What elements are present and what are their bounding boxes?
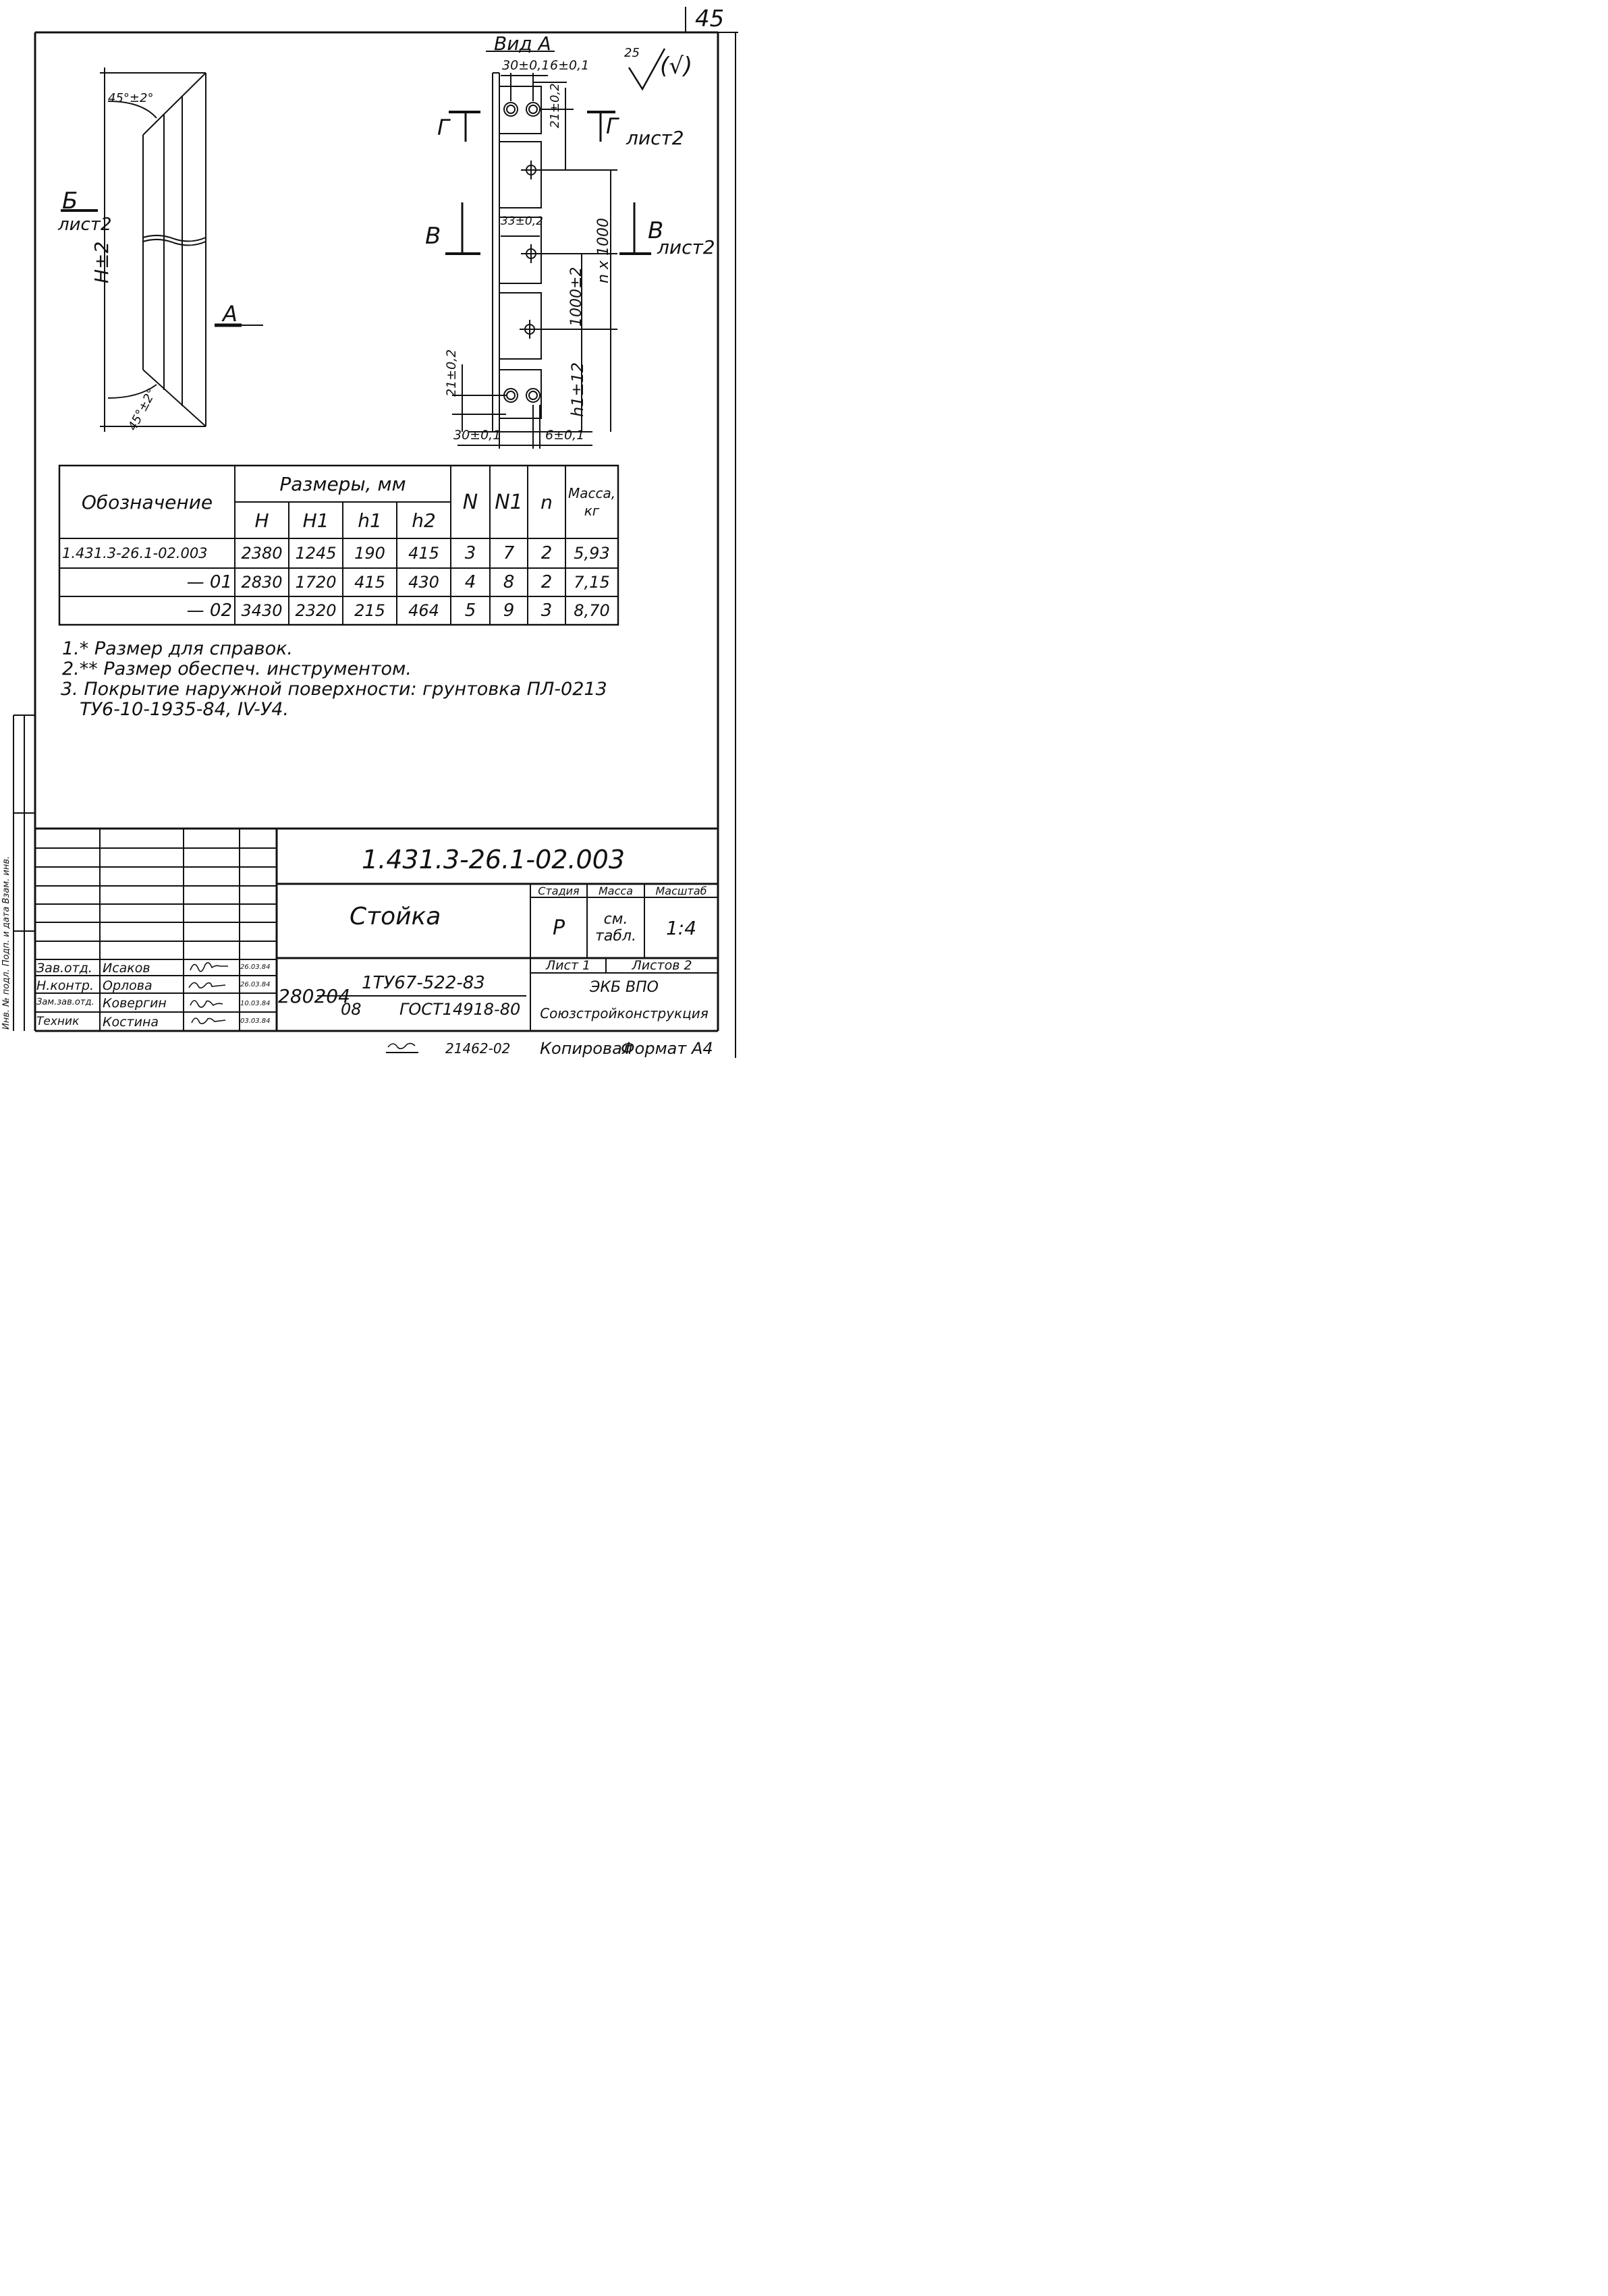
document-code: 1.431.3-26.1-02.003 xyxy=(362,845,626,874)
row2-H: 2830 xyxy=(241,573,283,592)
dim-top-6: 6±0,1 xyxy=(550,58,590,73)
material-code: 280204 xyxy=(278,985,350,1007)
left-margin-label: Инв. № подл. Подп. и дата Взам. инв. xyxy=(1,856,11,1030)
table-header-H1: H1 xyxy=(302,509,329,532)
row3-N: 5 xyxy=(464,600,476,621)
dim-1000: 1000±2 xyxy=(568,267,585,327)
row2-mass: 7,15 xyxy=(574,573,610,592)
table-header-mass: Масса, кг xyxy=(567,485,616,519)
row3-h2: 464 xyxy=(408,601,439,620)
row1-h2: 415 xyxy=(408,544,439,563)
sheet-label: Лист 1 xyxy=(545,958,591,973)
table-header-n: n xyxy=(540,491,553,513)
angle-bottom: 45°±2° xyxy=(126,386,160,433)
row1-mass: 5,93 xyxy=(574,544,610,563)
section-b-label: Б xyxy=(62,188,78,215)
staff-date-1: 26.03.84 xyxy=(240,963,271,971)
section-v-sheet: лист2 xyxy=(657,236,715,258)
note-1: 1.* Размер для справок. xyxy=(62,638,293,659)
section-g-right: Г xyxy=(606,113,618,139)
row2-h2: 430 xyxy=(408,573,439,592)
row2-n: 2 xyxy=(540,572,553,592)
table-header-N: N xyxy=(462,490,478,514)
staff-role-3: Зам.зав.отд. xyxy=(36,997,94,1007)
table-header-sizes: Размеры, мм xyxy=(279,472,406,495)
stage-value: Р xyxy=(552,916,565,940)
row3-h1: 215 xyxy=(354,601,385,620)
table-header-H: H xyxy=(254,509,269,532)
row2-h1: 415 xyxy=(354,573,385,592)
staff-name-4: Костина xyxy=(103,1015,159,1030)
note-2: 2.** Размер обеспеч. инструментом. xyxy=(62,659,412,679)
row1-N1: 7 xyxy=(503,543,515,563)
table-header-designation: Обозначение xyxy=(81,491,213,513)
row3-N1: 9 xyxy=(503,600,515,621)
section-v-right: В xyxy=(648,217,664,244)
org-line-1: ЭКБ ВПО xyxy=(589,978,659,996)
staff-role-4: Техник xyxy=(36,1015,80,1028)
table-header-h2: h2 xyxy=(412,509,436,532)
row3-H1: 2320 xyxy=(295,601,337,620)
scale-label: Масштаб xyxy=(655,884,707,897)
note-3: 3. Покрытие наружной поверхности: грунтовка ПЛ-0213 xyxy=(61,679,607,700)
staff-name-2: Орлова xyxy=(103,978,153,993)
org-line-2: Союзстройконструкция xyxy=(540,1005,709,1021)
dim-bottom-6: 6±0,1 xyxy=(545,428,585,443)
roughness-value: 25 xyxy=(624,46,640,60)
document-name: Стойка xyxy=(350,903,441,930)
dim-h1: h1±12 xyxy=(568,362,587,417)
dim-top-30: 30±0,1 xyxy=(502,58,550,73)
row2-H1: 1720 xyxy=(295,573,337,592)
sheet-number: 45 xyxy=(695,5,725,32)
section-g-left: Г xyxy=(437,115,449,140)
row2-N: 4 xyxy=(464,572,476,592)
mass-label: Масса xyxy=(598,884,633,897)
scale-value: 1:4 xyxy=(665,916,697,939)
roughness-paren: (√) xyxy=(660,53,693,80)
row1-designation: 1.431.3-26.1-02.003 xyxy=(62,545,208,561)
height-dim: H±2 xyxy=(90,241,113,283)
note-3-cont: ТУ6-10-1935-84, IV-У4. xyxy=(80,699,289,720)
view-a-title: Вид А xyxy=(494,32,551,55)
row2-designation: — 01 xyxy=(186,572,232,592)
footer-format: Формат А4 xyxy=(621,1039,713,1058)
section-b-sheet: лист2 xyxy=(58,215,112,235)
row2-N1: 8 xyxy=(503,572,515,592)
dim-bottom-30: 30±0,1 xyxy=(453,428,501,443)
dim-21-bottom: 21±0,2 xyxy=(444,349,459,397)
footer-copied: Копировал xyxy=(540,1039,633,1058)
staff-name-3: Ковергин xyxy=(103,996,167,1011)
row1-N: 3 xyxy=(464,543,476,563)
staff-role-1: Зав.отд. xyxy=(36,961,92,976)
row3-designation: — 02 xyxy=(186,600,232,621)
staff-date-3: 10.03.84 xyxy=(240,1000,271,1007)
row1-h1: 190 xyxy=(354,544,385,563)
row1-H: 2380 xyxy=(241,544,283,563)
staff-name-1: Исаков xyxy=(103,961,150,976)
staff-date-4: 03.03.84 xyxy=(240,1017,271,1025)
section-g-sheet: лист2 xyxy=(626,127,684,149)
row1-H1: 1245 xyxy=(295,544,337,563)
staff-date-2: 26.03.84 xyxy=(240,981,271,988)
material-spec-2: ГОСТ14918-80 xyxy=(399,1000,521,1019)
staff-role-2: Н.контр. xyxy=(36,978,94,993)
dim-21-top: 21±0,2 xyxy=(548,83,562,128)
row3-H: 3430 xyxy=(241,601,283,620)
table-header-N1: N1 xyxy=(495,490,523,514)
row3-mass: 8,70 xyxy=(574,601,610,620)
angle-top: 45°±2° xyxy=(108,91,154,105)
mass-value: см. табл. xyxy=(595,911,636,945)
sheets-label: Листов 2 xyxy=(632,958,692,973)
section-a-label: А xyxy=(223,301,238,327)
material-grade: 08 xyxy=(341,1000,362,1019)
material-spec-1: 1ТУ67-522-83 xyxy=(362,973,485,993)
table-header-h1: h1 xyxy=(358,509,382,532)
footer-copy-ref: 21462-02 xyxy=(445,1040,511,1057)
dim-33: 33±0,2 xyxy=(501,215,543,228)
dim-n-x-1000: n x 1000 xyxy=(595,218,612,283)
row3-n: 3 xyxy=(540,600,553,621)
stage-label: Стадия xyxy=(538,884,580,897)
section-v-left: В xyxy=(425,223,441,250)
row1-n: 2 xyxy=(540,543,553,563)
